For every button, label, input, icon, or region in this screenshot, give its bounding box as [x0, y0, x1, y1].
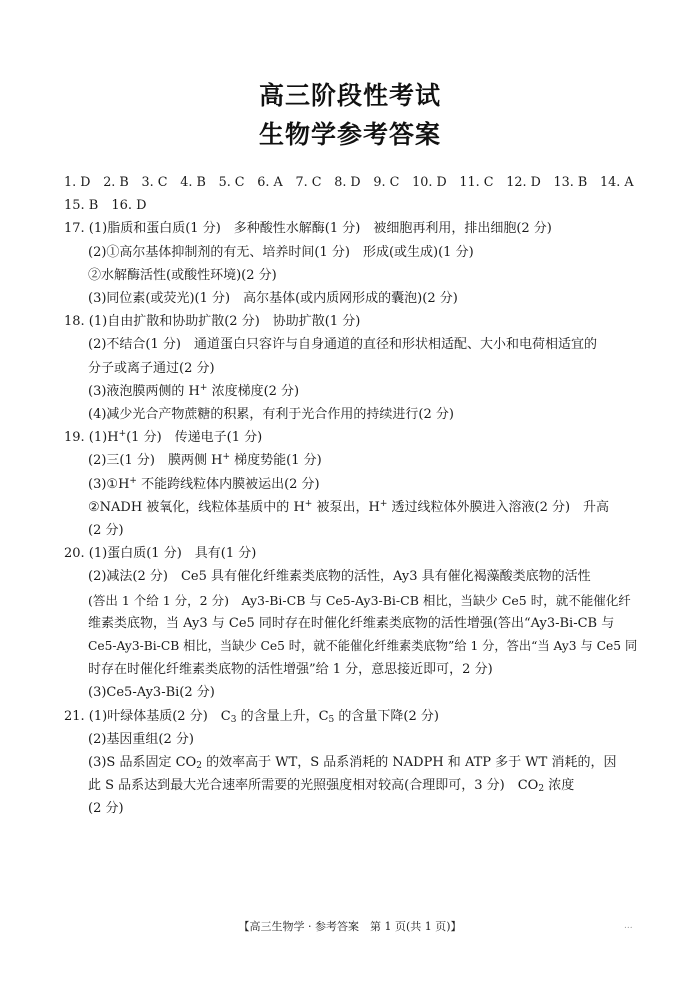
q17-line-1: 17. (1)脂质和蛋白质(1 分) 多种酸性水解酶(1 分) 被细胞再利用，排出细胞(2 分) — [64, 221, 552, 237]
q18-line-2: (2)不结合(1 分) 通道蛋白只容许与自身通道的直径和形状相适配、大小和电荷相适宜的 — [88, 337, 597, 353]
q19-line-2: (2)三(1 分) 膜两侧 H+ 梯度势能(1 分) — [88, 452, 322, 469]
q20-line-5: Ce5-Ay3-Bi-CB 相比，当缺少 Ce5 时，就不能催化纤维素类底物”给 1 分，答出“当 Ay3 与 Ce5 同 — [88, 639, 638, 654]
q18-line-4: (3)液泡膜两侧的 H+ 浓度梯度(2 分) — [88, 382, 300, 399]
q17-line-3: ②水解酶活性(或酸性环境)(2 分) — [88, 267, 277, 283]
q20-line-6: 时存在时催化纤维素类底物的活性增强”给 1 分，意思接近即可，2 分) — [88, 662, 493, 678]
corner-mark: ... — [624, 921, 633, 931]
page-title: 高三阶段性考试 — [258, 81, 441, 110]
page-footer: 【高三生物学 · 参考答案 第 1 页(共 1 页)】 — [238, 920, 462, 933]
q18-line-3: 分子或离子通过(2 分) — [88, 360, 215, 376]
q19-line-4: ②NADH 被氧化，线粒体基质中的 H+ 被泵出，H+ 透过线粒体外膜进入溶液(2 分) 升高 — [88, 498, 610, 515]
q19-line-1: 19. (1)H+(1 分) 传递电子(1 分) — [64, 429, 263, 446]
q20-line-7: (3)Ce5-Ay3-Bi(2 分) — [88, 685, 215, 701]
q20-line-1: 20. (1)蛋白质(1 分) 具有(1 分) — [64, 546, 257, 562]
answer-content — [64, 171, 639, 821]
q18-line-1: 18. (1)自由扩散和协助扩散(2 分) 协助扩散(1 分) — [64, 314, 361, 330]
q21-line-2: (2)基因重组(2 分) — [88, 731, 194, 747]
page-subtitle: 生物学参考答案 — [258, 120, 441, 149]
q20-line-3: (答出 1 个给 1 分，2 分) Ay3-Bi-CB 与 Ce5-Ay3-Bi-CB 相比，当缺少 Ce5 时，就不能催化纤 — [88, 592, 631, 608]
q19-line-5: (2 分) — [88, 523, 124, 539]
mc-answers-row-1: 1. D 2. B 3. C 4. B 5. C 6. A 7. C 8. D 9. C 10. D 11. C 12. D 13. B 14. A — [64, 175, 634, 190]
mc-answers-row-2: 15. B 16. D — [64, 198, 147, 214]
q21-line-4: 此 S 品系达到最大光合速率所需要的光照强度相对较高(合理即可，3 分) $CO_2$ 浓度 — [88, 778, 575, 795]
q20-line-2: (2)减法(2 分) Ce5 具有催化纤维素类底物的活性，Ay3 具有催化褐藻酸类底物的活性 — [88, 569, 591, 585]
q19-line-3: (3)①H+ 不能跨线粒体内膜被运出(2 分) — [88, 475, 320, 492]
q17-line-2: (2)①高尔基体抑制剂的有无、培养时间(1 分) 形成(或生成)(1 分) — [88, 244, 474, 260]
q17-line-4: (3)同位素(或荧光)(1 分) 高尔基体(或内质网形成的囊泡)(2 分) — [88, 291, 458, 307]
q20-line-4: 维素类底物，当 Ay3 与 Ce5 同时存在时催化纤维素类底物的活性增强(答出“Ay3-Bi-CB 与 — [88, 615, 615, 631]
q21-line-3: (3)S 品系固定 $CO_2$ 的效率高于 WT，S 品系消耗的 NADPH 和 ATP 多于 WT 消耗的，因 — [88, 755, 617, 772]
q18-line-5: (4)减少光合产物蔗糖的积累，有利于光合作用的持续进行(2 分) — [88, 407, 454, 423]
q21-line-5: (2 分) — [88, 801, 124, 817]
q21-line-1: 21. (1)叶绿体基质(2 分) $C_3$ 的含量上升，$C_5$ 的含量下降(2 分) — [64, 708, 439, 725]
